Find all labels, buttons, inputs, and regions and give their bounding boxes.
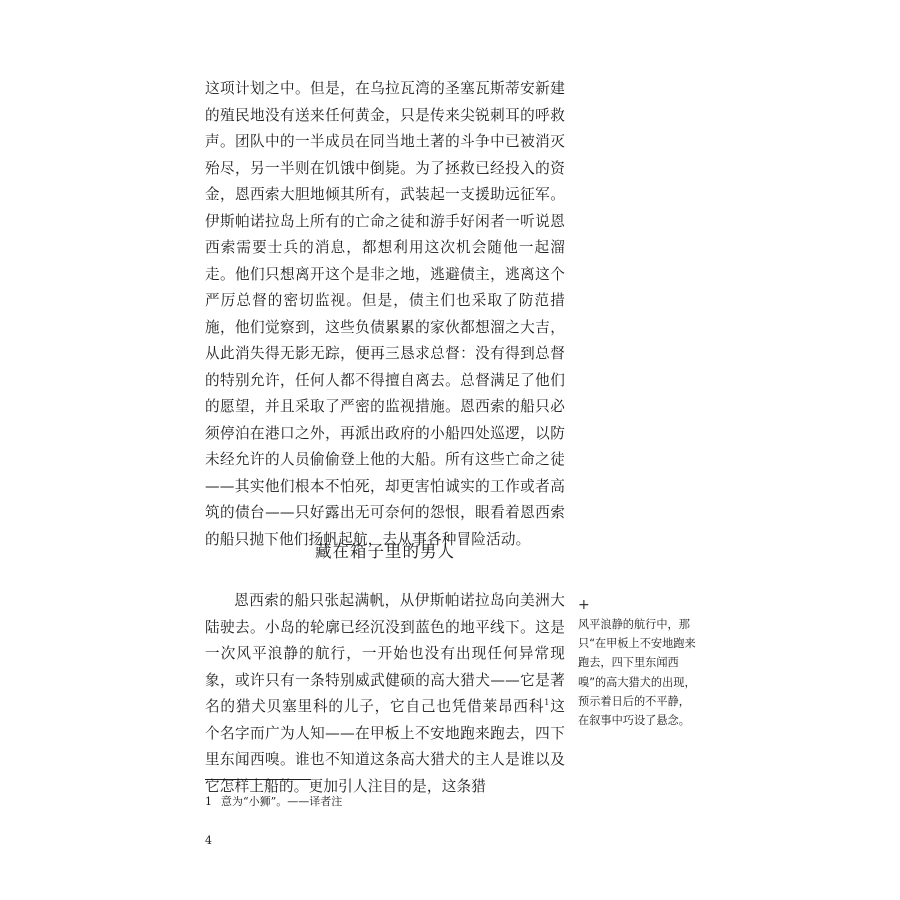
- page-number: 4: [205, 834, 212, 847]
- footnote-reference[interactable]: 1: [544, 698, 550, 708]
- body-paragraph-continued: 这项计划之中。但是，在乌拉瓦湾的圣塞瓦斯蒂安新建的殖民地没有送来任何黄金，只是传来尖锐刺耳的呼救声。团队中的一半成员在同当地土著的斗争中已被消灭殆尽，另一半则在饥饿中倒毙。为了拯救已经投入的资金，恩西索大胆地倾其所有，武装起一支援助远征军。伊斯帕诺拉岛上所有的亡命之徒和游手好闲者一听说恩西索需要士兵的消息，都想利用这次机会随他一起溜走。他们只想离开这个是非之地，逃避债主，逃离这个严厉总督的密切监视。但是，债主们也采取了防范措施，他们觉察到，这些负债累累的家伙都想溜之大吉，从此消失得无影无踪，便再三恳求总督：没有得到总督的特别允许，任何人都不得擅自离去。总督满足了他们的愿望，并且采取了严密的监视措施。恩西索的船只必须停泊在港口之外，再派出政府的小船四处巡逻，以防未经允许的人员偷偷登上他的大船。所有这些亡命之徒——其实他们根本不怕死，却更害怕诚实的工作或者高筑的债台——只好露出无可奈何的怨恨，眼看着恩西索的船只抛下他们扬帆起航，去从事各种冒险活动。: [205, 80, 565, 548]
- margin-note-text: 风平浪静的航行中，那只“在甲板上不安地跑来跑去，四下里东闻西嗅”的高大猎犬的出现，预示着日后的不平静，在叙事中巧设了悬念。: [578, 618, 696, 728]
- section-title: 藏在箱子里的男人: [315, 542, 455, 561]
- footnote: [205, 794, 342, 810]
- footnote-divider: [205, 779, 311, 780]
- margin-note: [578, 598, 700, 730]
- plus-icon: +: [578, 597, 590, 613]
- footnote-number: 1: [205, 795, 212, 808]
- footnote-text: 意为“小狮”。——译者注: [221, 795, 343, 808]
- body-paragraph-2: [205, 588, 565, 800]
- paragraph-2-text-after-ref: 这个名字而广为人知——在甲板上不安地跑来跑去，四下里东闻西嗅。谁也不知道这条高大猎犬的主人是谁以及它怎样上船的。更加引人注目的是，这条猎: [205, 698, 565, 795]
- paragraph-2-text-before-ref: 恩西索的船只张起满帆，从伊斯帕诺拉岛向美洲大陆驶去。小岛的轮廓已经沉没到蓝色的地平线下。这是一次风平浪静的航行，一开始也没有出现任何异常现象，或许只有一条特别威武健硕的高大猎犬——它是著名的猎犬贝塞里科的儿子，它自己也凭借莱昂西科: [205, 592, 565, 715]
